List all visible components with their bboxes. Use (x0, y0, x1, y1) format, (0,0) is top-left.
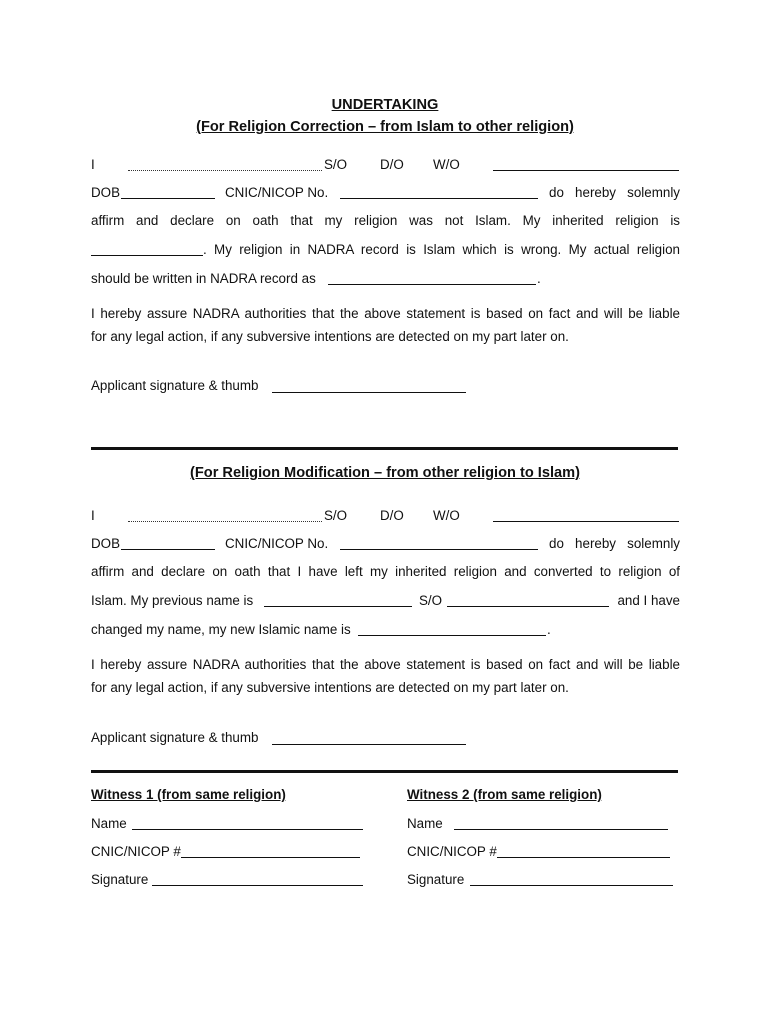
witness1-cnic-field[interactable] (181, 845, 360, 858)
s2-new-name-field[interactable] (358, 623, 546, 636)
s1-assurance-line2: for any legal action, if any subversive intentions are detected on my part later on. (91, 329, 569, 344)
s2-name-field[interactable] (128, 509, 322, 522)
witness1-name-field[interactable] (132, 817, 363, 830)
s2-dob-field[interactable] (121, 537, 215, 550)
s2-father-name-field[interactable] (493, 509, 679, 522)
s1-do-label: D/O (380, 157, 404, 172)
witness2-signature-field[interactable] (470, 873, 673, 886)
s2-i-label: I (91, 508, 95, 523)
section2-title: (For Religion Modification – from other religion to Islam) (190, 465, 580, 481)
witness1-signature-field[interactable] (152, 873, 363, 886)
witness2-title: Witness 2 (from same religion) (407, 787, 602, 802)
s2-do-label: D/O (380, 508, 404, 523)
witness2-name-label: Name (407, 816, 443, 831)
s1-signature-field[interactable] (272, 380, 466, 393)
s1-assurance-line1: I hereby assure NADRA authorities that the above statement is based on fact and will be liable (91, 306, 680, 321)
s1-cnic-label: CNIC/NICOP No. (225, 185, 329, 200)
document-title: UNDERTAKING (331, 97, 439, 113)
section1-title: (For Religion Correction – from Islam to other religion) (196, 119, 574, 135)
s2-so-label-2: S/O (419, 593, 443, 608)
s2-period: . (547, 622, 551, 637)
s1-dob-field[interactable] (121, 186, 215, 199)
s2-cnic-label: CNIC/NICOP No. (225, 536, 329, 551)
s1-actual-religion-label: should be written in NADRA record as (91, 271, 316, 286)
s2-signature-label: Applicant signature & thumb (91, 730, 259, 745)
s2-so-label: S/O (324, 508, 348, 523)
s1-i-label: I (91, 157, 95, 172)
s1-wo-label: W/O (433, 157, 460, 172)
witness2-cnic-field[interactable] (497, 845, 670, 858)
witness1-signature-label: Signature (91, 872, 149, 887)
s1-actual-religion-field[interactable] (328, 272, 536, 285)
s1-so-label: S/O (324, 157, 348, 172)
s2-assurance-line1: I hereby assure NADRA authorities that the above statement is based on fact and will be liable (91, 657, 680, 672)
s2-previous-father-field[interactable] (447, 594, 609, 607)
s2-wo-label: W/O (433, 508, 460, 523)
s1-solemnly-text: do hereby solemnly (549, 185, 680, 200)
s2-new-name-label: changed my name, my new Islamic name is (91, 622, 351, 637)
witness2-signature-label: Signature (407, 872, 465, 887)
s2-signature-field[interactable] (272, 732, 466, 745)
s2-dob-label: DOB (91, 536, 121, 551)
s2-and-i-have: and I have (617, 593, 680, 608)
witness1-title: Witness 1 (from same religion) (91, 787, 286, 802)
s2-previous-name-label: Islam. My previous name is (91, 593, 254, 608)
s2-previous-name-field[interactable] (264, 594, 412, 607)
s2-declaration-text: affirm and declare on oath that I have left my inherited religion and converted to religion of (91, 564, 680, 579)
s1-cnic-field[interactable] (340, 186, 538, 199)
witness2-cnic-label: CNIC/NICOP # (407, 844, 497, 859)
section-divider (91, 447, 678, 450)
witness1-cnic-label: CNIC/NICOP # (91, 844, 181, 859)
s2-cnic-field[interactable] (340, 537, 538, 550)
witness1-name-label: Name (91, 816, 127, 831)
s1-nadra-record-text: . My religion in NADRA record is Islam which is wrong. My actual religion (203, 242, 680, 257)
s1-declaration-text: affirm and declare on oath that my religion was not Islam. My inherited religion is (91, 213, 680, 228)
s1-name-field[interactable] (128, 158, 322, 171)
witness2-name-field[interactable] (454, 817, 668, 830)
witness-divider (91, 770, 678, 773)
s1-inherited-religion-field[interactable] (91, 243, 203, 256)
s2-assurance-line2: for any legal action, if any subversive intentions are detected on my part later on. (91, 680, 569, 695)
s1-signature-label: Applicant signature & thumb (91, 378, 259, 393)
s2-solemnly-text: do hereby solemnly (549, 536, 680, 551)
s1-period: . (537, 271, 541, 286)
s1-father-name-field[interactable] (493, 158, 679, 171)
s1-dob-label: DOB (91, 185, 121, 200)
